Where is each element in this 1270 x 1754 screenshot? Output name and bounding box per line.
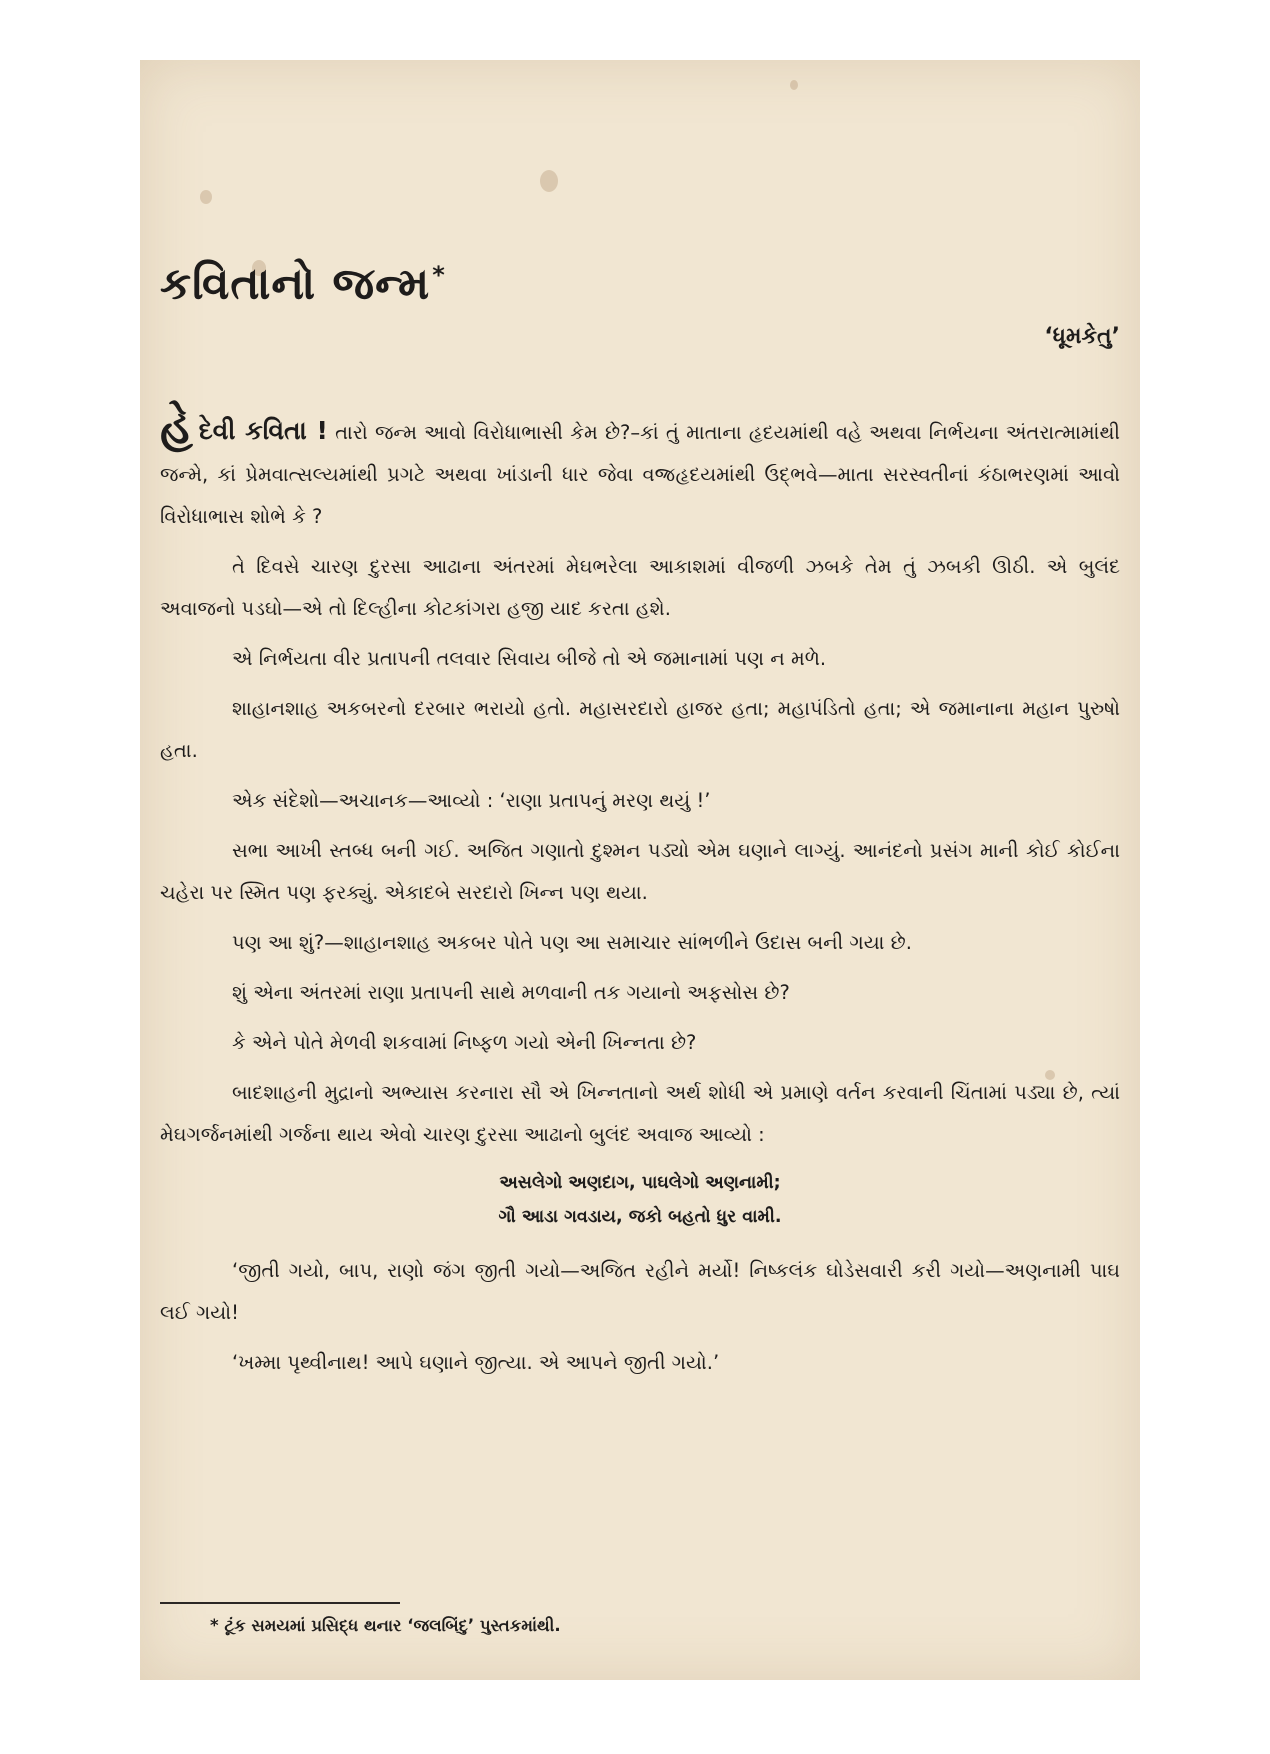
footnote-divider [160, 1602, 400, 1604]
page-title [160, 240, 1120, 310]
paper-stain [790, 80, 798, 90]
paragraph: એક સંદેશો—અચાનક—આવ્યો : ‘રાણા પ્રતાપનું મરણ થયું !’ [232, 789, 711, 812]
poem-line: અસલેગો અણદાગ, પાઘલેગો અણનામી; [499, 1173, 781, 1193]
paper-page [140, 60, 1140, 1680]
closing-paragraph: ‘જીતી ગયો, બાપ, રાણો જંગ જીતી ગયો—અજિત રહીને મર્યો! નિષ્કલંક ઘોડેસવારી કરી ગયો—અણનામી પાઘ લઈ ગયો! [160, 1259, 1120, 1324]
paragraph: પણ આ શું?—શાહાનશાહ અકબર પોતે પણ આ સમાચાર સાંભળીને ઉદાસ બની ગયા છે. [232, 931, 912, 954]
paragraph: શાહાનશાહ અકબરનો દરબાર ભરાયો હતો. મહાસરદારો હાજર હતા; મહાપંડિતો હતા; એ જમાનાના મહાન પુરુષો હતા. [160, 697, 1120, 762]
paragraph: એ નિર્ભયતા વીર પ્રતાપની તલવાર સિવાય બીજે તો એ જમાનામાં પણ ન મળે. [232, 647, 827, 670]
poem-line: ગૌ આડા ગવડાય, જકો બહતો ધુર વામી. [498, 1207, 782, 1227]
paper-stain [540, 170, 558, 192]
intro-lead: દેવી કવિતા ! [198, 416, 328, 445]
poem-couplet [160, 1166, 1120, 1234]
article [160, 240, 1120, 1392]
author-byline: ‘ધૂમકેતુ’ [1044, 324, 1120, 349]
paragraph: બાદશાહની મુદ્રાનો અભ્યાસ કરનારા સૌ એ ખિન્નતાનો અર્થ શોધી એ પ્રમાણે વર્તન કરવાની ચિંતામાં પડ્યા છે, ત્યાં મેઘગર્જનમાંથી ગર્જના થાય એવો ચારણ દુરસા આઢાનો બુલંદ અવાજ આવ્યો : [160, 1081, 1120, 1146]
intro-paragraph [160, 400, 1120, 538]
paper-stain [200, 190, 212, 204]
title-text: કવિતાનો જન્મ [160, 258, 431, 310]
paragraph: સભા આખી સ્તબ્ધ બની ગઈ. અજિત ગણાતો દુશ્મન પડ્યો એમ ઘણાને લાગ્યું. આનંદનો પ્રસંગ માની કોઈ કોઈના ચહેરા પર સ્મિત પણ ફરક્યું. એકાદબે સરદારો ખિન્ન પણ થયા. [160, 839, 1120, 904]
closing-paragraph: ‘ખમ્મા પૃથ્વીનાથ! આપે ઘણાને જીત્યા. એ આપને જીતી ગયો.’ [232, 1351, 720, 1374]
drop-cap: હે [160, 400, 193, 454]
footnote: * ટૂંક સમયમાં પ્રસિદ્ધ થનાર ‘જલબિંદુ’ પુસ્તકમાંથી. [210, 1616, 561, 1635]
paragraph: તે દિવસે ચારણ દુરસા આઢાના અંતરમાં મેઘભરેલા આકાશમાં વીજળી ઝબકે તેમ તું ઝબકી ઊઠી. એ બુલંદ અવાજનો પડઘો—એ તો દિલ્હીના કોટકાંગરા હજી યાદ કરતા હશે. [160, 555, 1120, 620]
paragraph: શું એના અંતરમાં રાણા પ્રતાપની સાથે મળવાની તક ગયાનો અફસોસ છે? [232, 981, 790, 1004]
paragraph: કે એને પોતે મેળવી શકવામાં નિષ્ફળ ગયો એની ખિન્નતા છે? [232, 1031, 697, 1054]
title-footnote-mark: * [432, 261, 446, 289]
intro-text: તારો જન્મ આવો વિરોધાભાસી કેમ છે?–કાં તું માતાના હૃદયમાંથી વહે અથવા નિર્ભયના અંતરાત્મામાંથી જન્મે, કાં પ્રેમવાત્સલ્યમાંથી પ્રગટે અથવા ખાંડાની ધાર જેવા વજ્રહૃદયમાંથી ઉદ્ભવે—માતા સરસ્વતીનાં કંઠાભરણમાં આવો વિરોધાભાસ શોભે કે ? [160, 421, 1120, 528]
